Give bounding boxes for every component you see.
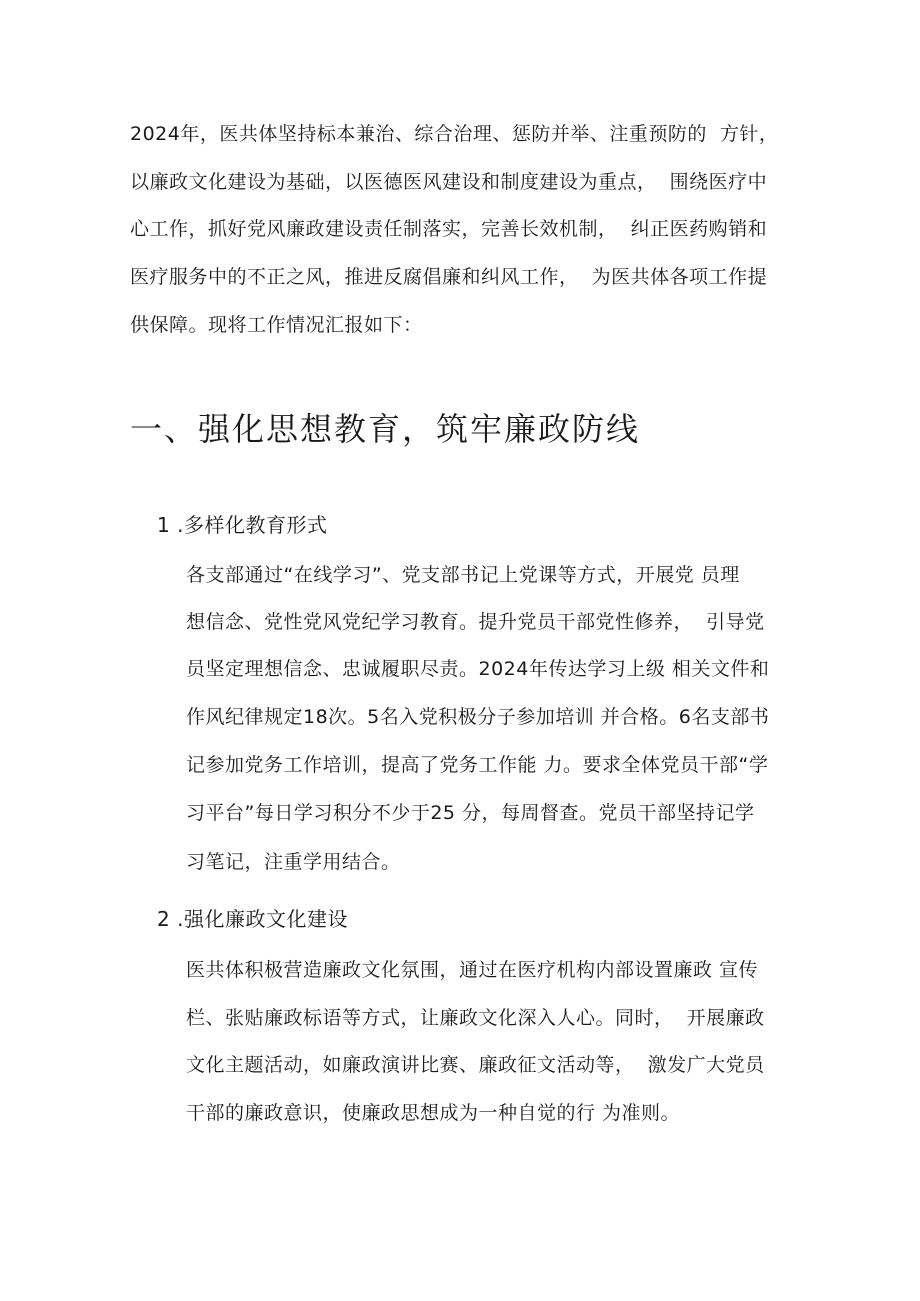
item-1-line-6: 习平台”每日学习积分不少于25 分，每周督查。党员干部坚持记学 (186, 802, 755, 824)
item-1-line-4: 作风纪律规定18次。5名入党积极分子参加培训 并合格。6名支部书 (186, 706, 770, 728)
intro-line-1: 2024年，医共体坚持标本兼治、综合治理、惩防并举、注重预防的 方针， (130, 123, 779, 145)
item-1-line-1: 各支部通过“在线学习”、党支部书记上党课等方式，开展党 员理 (186, 564, 740, 586)
item-1-title: 1 .多样化教育形式 (157, 513, 328, 537)
item-2-line-1: 医共体积极营造廉政文化氛围，通过在医疗机构内部设置廉政 宣传 (186, 959, 759, 981)
item-2-title: 2 .强化廉政文化建设 (157, 907, 348, 931)
item-2-line-4: 干部的廉政意识，使廉政思想成为一种自觉的行 为准则。 (186, 1102, 681, 1124)
item-1-line-5: 记参加党务工作培训，提高了党务工作能 力。要求全体党员干部“学 (186, 754, 769, 776)
item-1-line-3: 员坚定理想信念、忠诚履职尽责。2024年传达学习上级 相关文件和 (186, 658, 770, 680)
item-2-line-3: 文化主题活动，如廉政演讲比赛、廉政征文活动等， 激发广大党员 (186, 1054, 765, 1076)
item-1-line-2: 想信念、党性党风党纪学习教育。提升党员干部党性修养， 引导党 (186, 611, 765, 633)
intro-line-2: 以廉政文化建设为基础，以医德医风建设和制度建设为重点， 围绕医疗中 (130, 171, 768, 193)
intro-line-4: 医疗服务中的不正之风，推进反腐倡廉和纠风工作， 为医共体各项工作提 (130, 266, 768, 288)
item-1-line-7: 习笔记，注重学用结合。 (186, 851, 401, 873)
intro-line-5: 供保障。现将工作情况汇报如下： (130, 314, 423, 336)
section-1-heading: 一、强化思想教育，筑牢廉政防线 (130, 410, 641, 448)
item-2-line-2: 栏、张贴廉政标语等方式，让廉政文化深入人心。同时， 开展廉政 (186, 1007, 765, 1029)
intro-line-3: 心工作，抓好党风廉政建设责任制落实，完善长效机制， 纠正医药购销和 (130, 218, 768, 240)
